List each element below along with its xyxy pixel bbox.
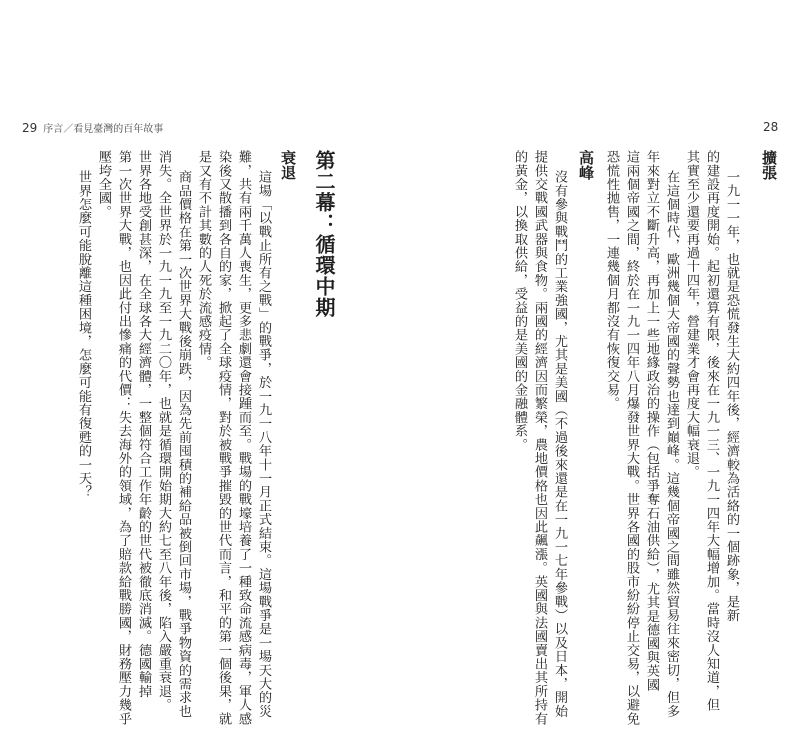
text-column: 難，共有兩千萬人喪生，更多悲劇還會接踵而至。戰場的戰壕培養了一種致命流感病毒，軍人感 (236, 150, 251, 726)
text-column: 在這個時代，歐洲幾個大帝國的聲勢也達到巔峰。這幾個帝國之間雖然貿易往來密切，但多 (664, 170, 679, 718)
text-column: 第一次世界大戰，也因此付出慘痛的代價：失去海外的領域，為了賠款給戰勝國，財務壓力幾乎 (116, 150, 131, 726)
section-heading-decline: 衰退 (279, 150, 297, 180)
right-page-number: 28 (763, 120, 779, 134)
text-column: 這兩個帝國之間，終於在一九一四年八月爆發世界大戰。世界各國的股市紛紛停止交易，以避免 (624, 150, 639, 726)
text-column: 提供交戰國武器與食物。兩國的經濟因而繁榮，農地價格也因此飆漲。英國與法國賣出其所持有 (532, 150, 547, 726)
text-column: 是又有不計其數的人死於流感疫情。 (196, 150, 211, 370)
text-column: 的黃金，以換取供給，受益的是美國的金融體系。 (512, 150, 527, 452)
text-column: 的建設再度開始。起初還算有限，後來在一九一三、一九一四年大幅增加。當時沒人知道，但 (704, 150, 719, 712)
text-column: 世界各地受創甚深，在全球各大經濟體，一整個符合工作年齡的世代被徹底消滅。德國輸掉 (136, 150, 151, 698)
text-column: 世界怎麼可能脫離這種困境，怎麼可能有復甦的一天？ (76, 170, 91, 499)
text-column: 壓垮全國。 (96, 150, 111, 219)
left-page-number: 29 (22, 121, 38, 135)
text-column: 這場「以戰止所有之戰」的戰爭，於一九一八年十一月正式結束。這場戰爭是一場天大的災 (256, 170, 271, 718)
act-title: 第二幕：循環中期 (312, 150, 336, 318)
text-column: 一九一一年，也就是恐慌發生大約四年後，經濟較為活絡的一個跡象，是新 (724, 170, 739, 623)
section-heading-peak: 高峰 (577, 150, 595, 180)
text-column: 消失。全世界於一九一九至一九二〇年，也就是循環開始期大約七至八年後，陷入嚴重衰退。 (156, 150, 171, 712)
text-column: 其實至少還要再過十四年，營建業才會再度大幅衰退。 (684, 150, 699, 479)
text-column: 恐慌性拋售，一連幾個月都沒有恢復交易。 (604, 150, 619, 411)
text-column: 商品價格在第一次世界大戰後崩跌，因為先前囤積的補給品被倒回市場，戰爭物資的需求也 (176, 170, 191, 718)
left-running-title: 序言／看見臺灣的百年故事 (43, 124, 164, 135)
text-column: 染後又散播到各自的家，掀起了全球疫情，對於被戰爭摧毀的世代而言，和平的第一個後果，就 (216, 150, 231, 726)
left-page-header (22, 120, 163, 135)
text-column: 沒有參與戰鬥的工業強國，尤其是美國（不過後來還是在一九一七年參戰）以及日本，開始 (552, 170, 567, 718)
section-heading-expansion: 擴張 (760, 150, 778, 180)
text-column: 年來對立不斷升高，再加上一些地緣政治的操作（包括爭奪石油供給），尤其是德國與英國 (644, 150, 659, 692)
